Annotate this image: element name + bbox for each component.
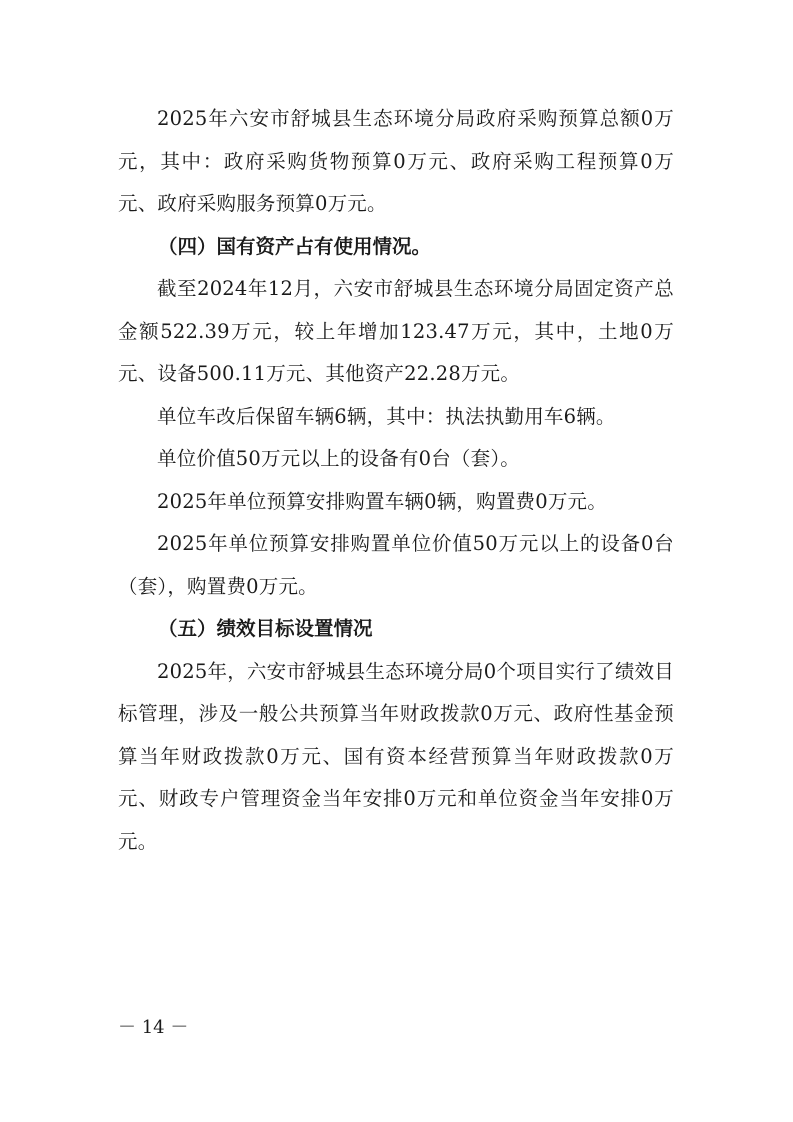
document-body [118,98,674,863]
paragraph-equipment-purchase: 2025年单位预算安排购置单位价值50万元以上的设备0台（套），购置费0万元。 [118,532,674,598]
page-number: － 14 － [118,1017,189,1038]
section-heading-performance-goals: （五）绩效目标设置情况 [158,617,373,640]
paragraph-vehicle-purchase: 2025年单位预算安排购置车辆0辆，购置费0万元。 [157,489,607,513]
paragraph-fixed-assets: 截至2024年12月，六安市舒城县生态环境分局固定资产总金额522.39万元，较上年增加123.47万元，其中，土地0万元、设备500.11万元、其他资产22.28万元。 [118,277,674,385]
paragraph-equipment-count: 单位价值50万元以上的设备有0台（套）。 [157,447,520,470]
section-heading-state-assets: （四）国有资产占有使用情况。 [158,234,432,258]
paragraph-vehicles-retained: 单位车改后保留车辆6辆，其中：执法执勤用车6辆。 [157,404,616,428]
paragraph-procurement-budget: 2025年六安市舒城县生态环境分局政府采购预算总额0万元，其中：政府采购货物预算0万元、政府采购工程预算0万元、政府采购服务预算0万元。 [118,107,674,215]
paragraph-performance-management: 2025年，六安市舒城县生态环境分局0个项目实行了绩效目标管理，涉及一般公共预算当年财政拨款0万元、政府性基金预算当年财政拨款0万元、国有资本经营预算当年财政拨款0万元、财政专户管理资金当年安排0万元和单位资金当年安排0万元。 [118,659,674,853]
